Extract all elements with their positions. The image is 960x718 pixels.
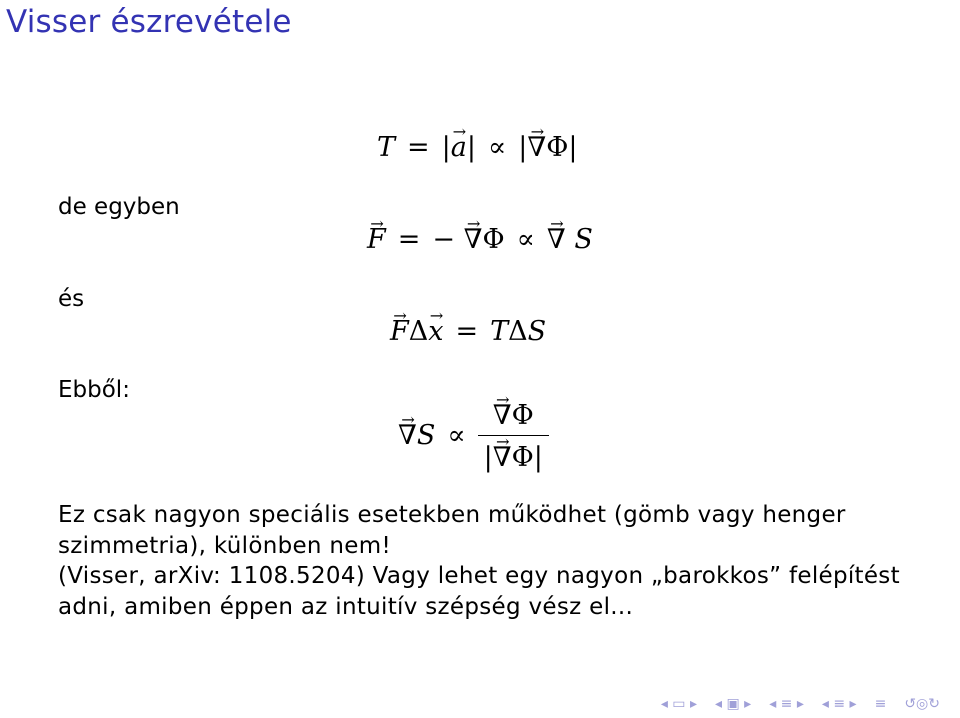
slide-title: Visser észrevétele bbox=[6, 4, 292, 40]
fraction: → $\frac{\nabla\Phi}{|\to \nabla\Phi|}$ bbox=[478, 400, 549, 473]
nav-subsection-icon[interactable]: ◂ ≡ ▸ bbox=[769, 696, 804, 712]
nav-first-icon[interactable]: ◂ ▭ ▸ bbox=[660, 696, 698, 712]
beamer-navigation bbox=[661, 696, 940, 712]
paragraph-line-2: (Visser, arXiv: 1108.5204) Vagy lehet egy nagyon „barokkos” felépítést adni, amiben éppen az intuitív szépség vész el... bbox=[58, 563, 900, 620]
conclusion-paragraph bbox=[58, 500, 938, 622]
equation-entropy-gradient: → ∇S ∝ → $\frac{\nabla\Phi}{|\to \nabla\Phi|}$ bbox=[398, 400, 549, 473]
label-es: és bbox=[58, 286, 85, 312]
nav-search-icon[interactable]: ↺◎↻ bbox=[904, 696, 940, 712]
nav-section-icon[interactable]: ◂ ▣ ▸ bbox=[715, 696, 752, 712]
equation-force: → F = − → ∇Φ ∝→ ∇ S bbox=[367, 224, 593, 255]
paragraph-line-1: Ez csak nagyon speciális esetekben működhet (gömb vagy henger szimmetria), különben nem! bbox=[58, 502, 846, 559]
label-de-egyben: de egyben bbox=[58, 194, 180, 220]
equation-work: → FΔ→ x = TΔS bbox=[390, 316, 546, 347]
equation-tension: T = |→ a| ∝ |→ ∇Φ| bbox=[377, 132, 577, 163]
label-ebbol: Ebből: bbox=[58, 377, 130, 403]
nav-frame-icon[interactable]: ◂ ≡ ▸ bbox=[821, 696, 857, 712]
nav-align-icon[interactable]: ≡ bbox=[874, 696, 887, 712]
